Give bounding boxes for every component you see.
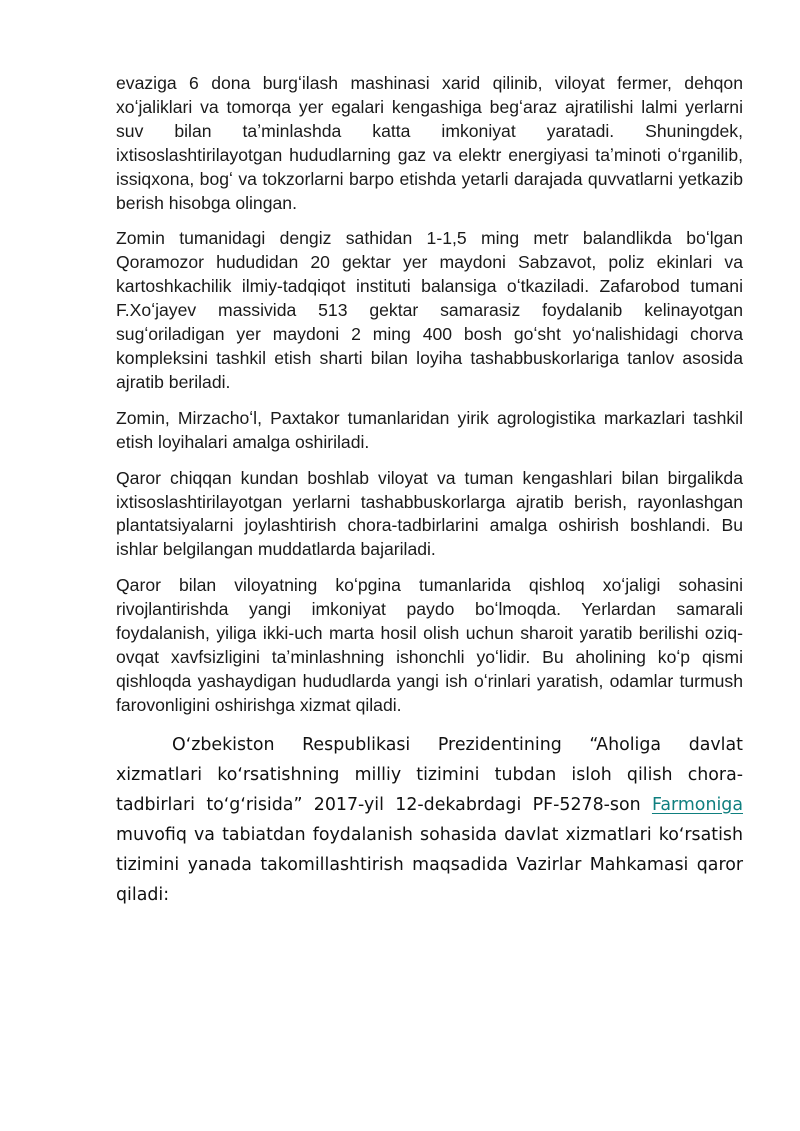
decree-text-start: Oʻzbekiston Respublikasi Prezidentining “Aholiga davlat xizmatlari koʻrsatishning milliy tizimini tubdan isloh qilish chora-tadbirlari toʻgʻrisida” 2017-yil 12-dekabrdagi PF-5278-son [116,734,743,815]
decree-paragraph [116,730,743,910]
body-paragraph-4: Qaror chiqqan kundan boshlab viloyat va tuman kengashlari bilan birgalikda ixtisoslashtirilayotgan yerlarni tashabbuskorlarga ajratib berish, rayonlashgan plantatsiyalarni joylashtirish chora-tadbirlarini amalga oshirish boshlandi. Bu ishlar belgilangan muddatlarda bajariladi. [116,467,743,560]
body-paragraph-3: Zomin, Mirzachoʻl, Paxtakor tumanlaridan yirik agrologistika markazlari tashkil etish loyihalari amalga oshiriladi. [116,407,743,452]
document-page [116,72,743,910]
farmon-link[interactable]: Farmoniga [651,794,743,815]
body-paragraph-5: Qaror bilan viloyatning koʻpgina tumanlarida qishloq xoʻjaligi sohasini rivojlantirishda yangi imkoniyat paydo boʻlmoqda. Yerlardan samarali foydalanish, yiliga ikki-uch marta hosil olish uchun sharoit yaratib berilishi oziq-ovqat xavfsizligini taʼminlashning ishonchli yoʻlidir. Bu aholining koʻp qismi qishloqda yashaydigan hududlarda yangi ish oʻrinlari yaratish, odamlar turmush farovonligini oshirishga xizmat qiladi. [116,575,743,715]
body-paragraph-2: Zomin tumanidagi dengiz sathidan 1-1,5 ming metr balandlikda boʻlgan Qoramozor hududidan 20 gektar yer maydoni Sabzavot, poliz ekinlari va kartoshkachilik ilmiy-tadqiqot instituti balansiga oʻtkaziladi. Zafarobod tumani F.Xoʻjayev massivida 513 gektar samarasiz foydalanib kelinayotgan sugʻoriladigan yer maydoni 2 ming 400 bosh goʻsht yoʻnalishidagi chorva kompleksini tashkil etish sharti bilan loyiha tashabbuskorlariga tanlov asosida ajratib beriladi. [116,228,743,392]
decree-text-end: muvofiq va tabiatdan foydalanish sohasida davlat xizmatlari koʻrsatish tizimini yanada takomillashtirish maqsadida Vazirlar Mahkamasi qaror qiladi: [116,824,743,905]
body-paragraph-1: evaziga 6 dona burgʻilash mashinasi xarid qilinib, viloyat fermer, dehqon xoʻjaliklari va tomorqa yer egalari kengashiga begʻaraz ajratilishi lalmi yerlarni suv bilan taʼminlashda katta imkoniyat yaratadi. Shuningdek, ixtisoslashtirilayotgan hududlarning gaz va elektr energiyasi taʼminoti oʻrganilib, issiqxona, bogʻ va tokzorlarni barpo etishda yetarli darajada quvvatlarni yetkazib berish hisobga olingan. [116,73,743,213]
